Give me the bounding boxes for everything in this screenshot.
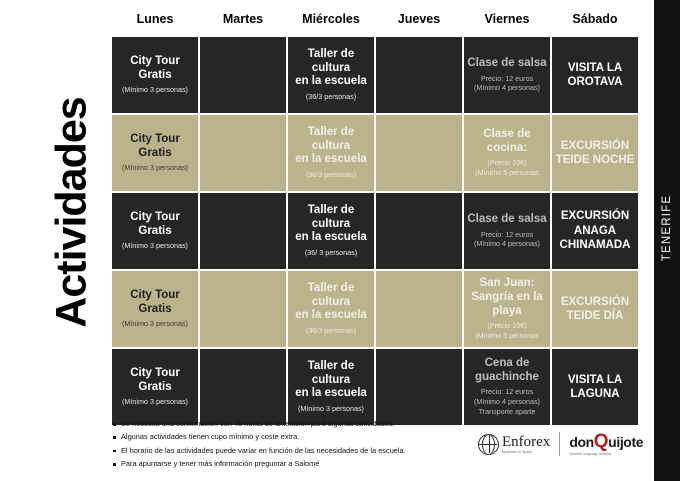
activity-details: Precio: 12 euros (Mínimo 4 personas) Transporte aparte xyxy=(474,387,540,416)
calendar-cell[interactable] xyxy=(551,270,639,348)
calendar-cell[interactable] xyxy=(111,114,199,192)
note-item: El horario de las actividades puede variar en función de las necesidades de la escuela. xyxy=(112,445,472,456)
calendar-cell[interactable] xyxy=(199,192,287,270)
calendar-day-header: Martes xyxy=(222,12,264,26)
calendar-header-row xyxy=(111,12,639,36)
calendar-cell[interactable] xyxy=(287,114,375,192)
activity-details: (36/3 personas) xyxy=(305,91,357,101)
calendar-cell[interactable] xyxy=(375,36,463,114)
activity-title: Clase de cocina: xyxy=(483,128,531,154)
calendar-cell[interactable] xyxy=(199,114,287,192)
activity-details: (36/ 3 personas) xyxy=(304,247,358,257)
enforex-logo xyxy=(478,434,550,455)
activity-title: City Tour Gratis xyxy=(130,55,180,81)
calendar-cell[interactable] xyxy=(199,270,287,348)
calendar-cell[interactable] xyxy=(551,114,639,192)
activity-title: VISITA LA OROTAVA xyxy=(567,61,623,88)
activity-title: Taller de cultura en la escuela xyxy=(295,48,367,88)
footer-notes xyxy=(112,418,472,472)
enforex-tagline: Spanish in Spain xyxy=(502,450,533,455)
calendar-cell[interactable] xyxy=(111,192,199,270)
calendar-day-header: Viernes xyxy=(484,12,530,26)
donquijote-tagline: Spanish language schools xyxy=(569,451,612,456)
calendar-cell[interactable] xyxy=(375,192,463,270)
calendar-body xyxy=(111,36,639,426)
activity-title: EXCURSIÓN ANAGA CHINAMADA xyxy=(559,210,631,252)
calendar-day-header: Jueves xyxy=(397,12,441,26)
logo-group xyxy=(478,432,643,456)
activity-title: San Juan: Sangría en la playa xyxy=(471,277,543,317)
calendar-cell[interactable] xyxy=(287,192,375,270)
calendar-cell[interactable] xyxy=(463,36,551,114)
calendar-cell[interactable] xyxy=(375,270,463,348)
donquijote-wordmark xyxy=(569,432,643,451)
activity-details: (Mínimo 3 personas) xyxy=(122,85,188,95)
calendar-week-row xyxy=(111,36,639,114)
donquijote-accent-letter: Q xyxy=(593,431,609,453)
calendar-cell[interactable] xyxy=(463,114,551,192)
activity-details: (36/3 personas) xyxy=(305,325,357,335)
activities-calendar xyxy=(110,12,640,427)
activity-title: Taller de cultura en la escuela xyxy=(295,282,367,322)
enforex-name: Enforex xyxy=(502,434,551,451)
activity-title: City Tour Gratis xyxy=(130,367,180,393)
calendar-cell[interactable] xyxy=(111,270,199,348)
page-title: Actividades xyxy=(47,97,96,328)
note-item: Algunas actividades tienen cupo mínimo y coste extra. xyxy=(112,431,472,442)
activity-title: VISITA LA LAGUNA xyxy=(567,373,623,400)
calendar-week-row xyxy=(111,348,639,426)
activity-details: (Precio 10€) (Mínimo 5 personas xyxy=(475,321,539,340)
calendar-cell[interactable] xyxy=(551,192,639,270)
activity-details: Precio: 12 euros (Mínimo 4 personas) xyxy=(474,229,540,249)
calendar-day-header: Sábado xyxy=(572,12,618,26)
calendar-cell[interactable] xyxy=(199,348,287,426)
logo-divider xyxy=(559,432,560,456)
calendar-cell[interactable] xyxy=(551,36,639,114)
activity-title: City Tour Gratis xyxy=(130,211,180,237)
activity-details: (36/3 personas) xyxy=(305,169,357,179)
globe-icon xyxy=(478,434,499,455)
activity-title: EXCURSIÓN TEIDE DÍA xyxy=(560,295,630,322)
calendar-cell[interactable] xyxy=(287,36,375,114)
calendar-day-header: Lunes xyxy=(136,12,174,26)
calendar-week-row xyxy=(111,192,639,270)
activity-title: Taller de cultura en la escuela xyxy=(295,126,367,166)
calendar-cell[interactable] xyxy=(375,348,463,426)
calendar-week-row xyxy=(111,270,639,348)
calendar-day-header: Miércoles xyxy=(302,12,360,26)
activity-title: City Tour Gratis xyxy=(130,289,180,315)
left-title-rail xyxy=(0,0,104,481)
calendar-cell[interactable] xyxy=(375,114,463,192)
calendar-cell[interactable] xyxy=(199,36,287,114)
calendar-cell[interactable] xyxy=(111,348,199,426)
note-item: Se necesita una confirmación con 48 horas de antelación para algunas actividades. xyxy=(112,418,472,429)
calendar-cell[interactable] xyxy=(551,348,639,426)
donquijote-prefix: don xyxy=(569,434,594,451)
activity-title: Taller de cultura en la escuela xyxy=(295,360,367,400)
activity-details: (Mínimo 3 personas) xyxy=(298,403,364,413)
activity-details: (Mínimo 3 personas) xyxy=(122,241,188,251)
activity-details: (Mínimo 3 personas) xyxy=(122,163,188,173)
activity-title: Clase de salsa xyxy=(467,57,547,69)
calendar-week-row xyxy=(111,114,639,192)
enforex-wordmark xyxy=(502,434,550,454)
calendar-cell[interactable] xyxy=(463,192,551,270)
calendar-cell[interactable] xyxy=(111,36,199,114)
calendar-cell[interactable] xyxy=(463,348,551,426)
calendar-cell[interactable] xyxy=(287,348,375,426)
activity-details: (Mínimo 3 personas) xyxy=(122,319,188,329)
activity-title: Cena de guachinche xyxy=(475,357,539,383)
notes-list xyxy=(112,418,472,470)
location-bar xyxy=(654,0,680,481)
activity-title: City Tour Gratis xyxy=(130,133,180,159)
note-item: Para apuntarse y tener más información preguntar a Salomé xyxy=(112,458,472,469)
calendar-table xyxy=(110,12,640,427)
calendar-cell[interactable] xyxy=(287,270,375,348)
location-label: TENERIFE xyxy=(661,194,673,262)
donquijote-logo xyxy=(569,432,643,456)
activity-title: Clase de salsa xyxy=(467,213,547,225)
activity-title: Taller de cultura en la escuela xyxy=(295,204,367,244)
calendar-cell[interactable] xyxy=(463,270,551,348)
activity-title: EXCURSIÓN TEIDE NOCHE xyxy=(555,139,635,166)
activity-details: (Mínimo 3 personas) xyxy=(122,397,188,407)
donquijote-rest: uijote xyxy=(608,434,644,451)
activity-details: Precio: 12 euros (Mínimo 4 personas) xyxy=(474,73,540,93)
activity-details: (Precio 10€) (Mínimo 5 personas xyxy=(475,158,539,178)
